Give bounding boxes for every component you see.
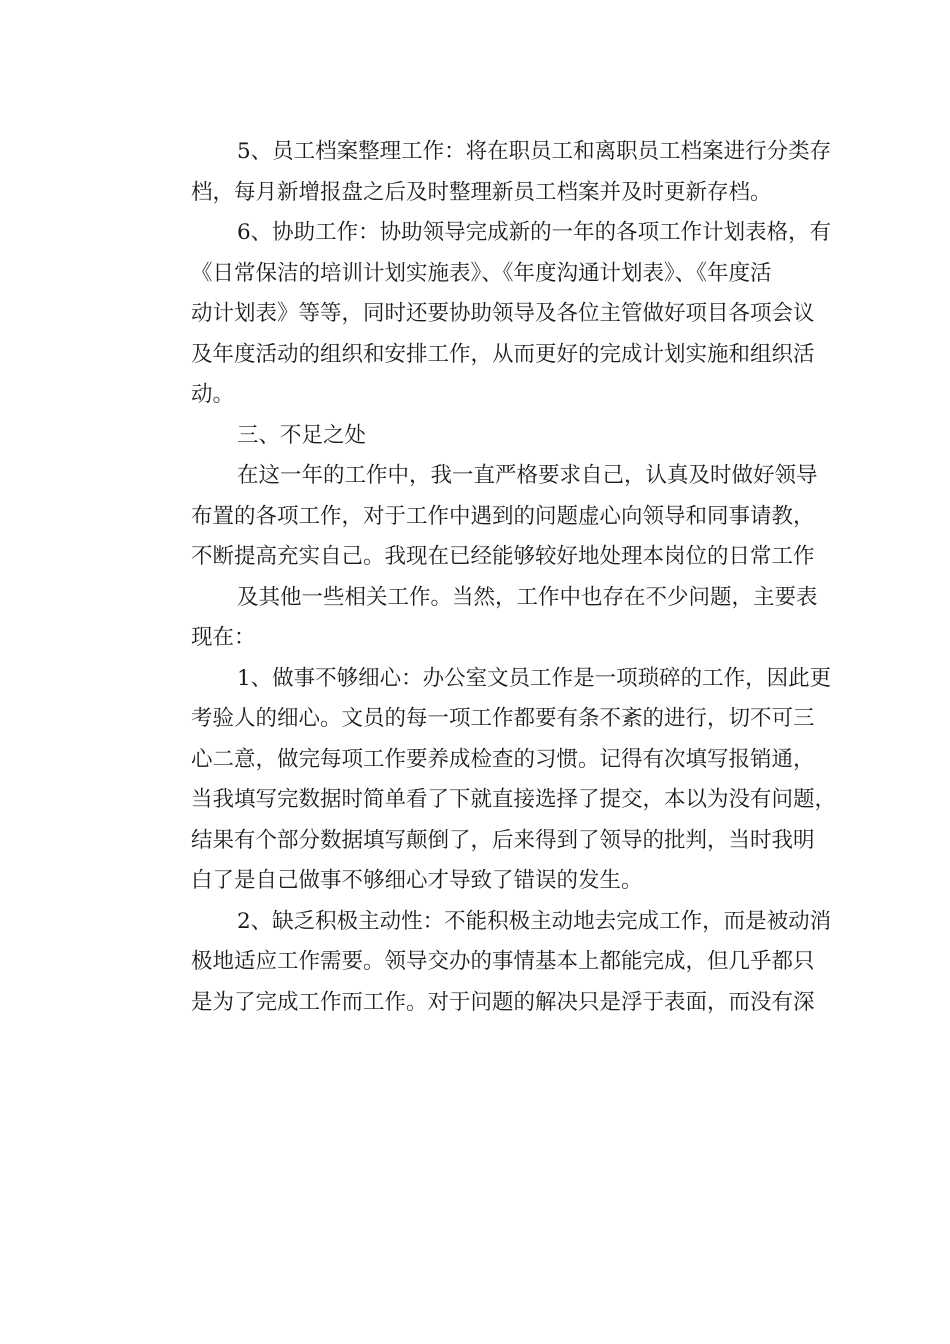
paragraph-self-requirement [145, 456, 835, 578]
section-heading: 三、不足之处 [237, 422, 367, 448]
text-line: 2、缺乏积极主动性：不能积极主动地去完成工作，而是被动消 [237, 908, 832, 934]
paragraph-not-careful [145, 659, 835, 902]
text-line: 当我填写完数据时简单看了下就直接选择了提交，本以为没有问题， [191, 787, 837, 812]
paragraph-archive-work [145, 132, 835, 213]
paragraph-problems-intro [145, 578, 835, 659]
paragraph-lack-initiative [145, 902, 835, 1024]
text-line: 结果有个部分数据填写颠倒了，后来得到了领导的批判，当时我明 [191, 827, 815, 853]
text-line: 及其他一些相关工作。当然，工作中也存在不少问题，主要表 [237, 584, 818, 610]
text-line: 极地适应工作需要。领导交办的事情基本上都能完成，但几乎都只 [191, 949, 815, 974]
text-line: 档，每月新增报盘之后及时整理新员工档案并及时更新存档。 [191, 179, 772, 205]
paragraph-assist-work [145, 213, 835, 416]
text-line: 心二意，做完每项工作要养成检查的习惯。记得有次填写报销通， [191, 746, 815, 772]
text-line: 《日常保洁的培训计划实施表》、《年度沟通计划表》、《年度活 [191, 260, 772, 286]
text-line: 不断提高充实自己。我现在已经能够较好地处理本岗位的日常工作 [191, 544, 815, 569]
text-line: 动计划表》等等，同时还要协助领导及各位主管做好项目各项会议 [191, 301, 815, 326]
text-line: 现在： [191, 625, 256, 650]
text-line: 是为了完成工作而工作。对于问题的解决只是浮于表面，而没有深 [191, 989, 815, 1015]
document-body [145, 132, 835, 1023]
text-line: 及年度活动的组织和安排工作，从而更好的完成计划实施和组织活 [191, 341, 815, 367]
text-line: 动。 [191, 382, 235, 407]
text-line: 白了是自己做事不够细心才导致了错误的发生。 [191, 868, 643, 893]
text-line: 在这一年的工作中，我一直严格要求自己，认真及时做好领导 [237, 463, 818, 488]
text-line: 布置的各项工作，对于工作中遇到的问题虚心向领导和同事请教， [191, 503, 815, 529]
text-line: 5、员工档案整理工作：将在职员工和离职员工档案进行分类存 [237, 139, 832, 164]
text-line: 考验人的细心。文员的每一项工作都要有条不紊的进行，切不可三 [191, 706, 815, 731]
text-line: 1、做事不够细心：办公室文员工作是一项琐碎的工作，因此更 [237, 665, 832, 691]
text-line: 6、协助工作：协助领导完成新的一年的各项工作计划表格，有 [237, 220, 832, 245]
section-heading-shortcomings [145, 416, 835, 457]
